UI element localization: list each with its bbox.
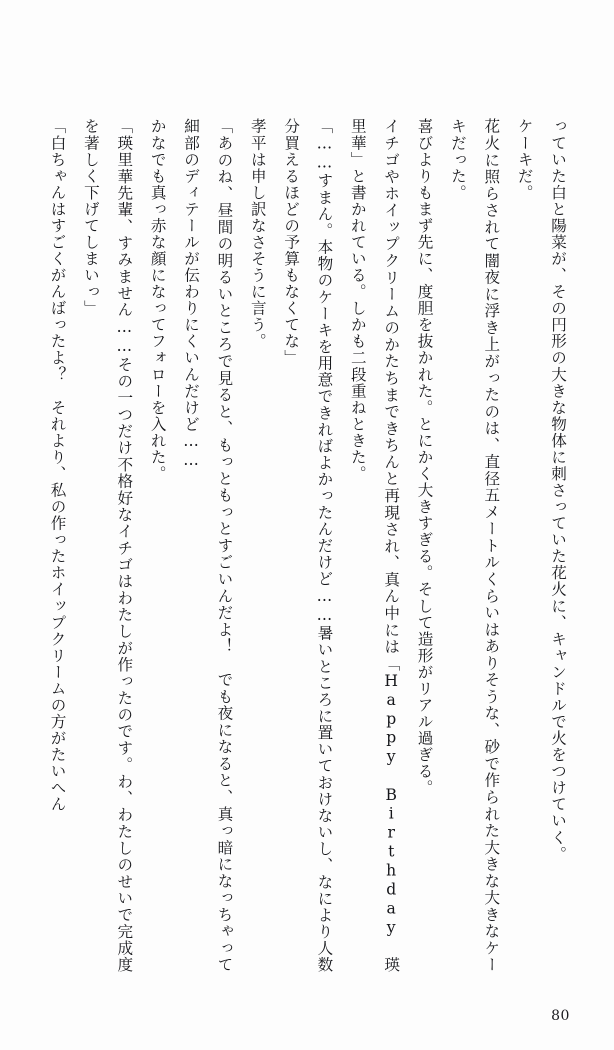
paragraph: 「……すまん。本物のケーキを用意できればよかったんだけど……暑いところに置いておけないし、なにより人数分買えるほどの予算もなくてな」 [282,118,334,973]
paragraph: イチゴやホイップクリームのかたちまできちんと再現され、真ん中には「Happy Birthday 瑛里華」と書かれている。しかも二段重ねときた。 [348,118,401,973]
paragraph: っていた白と陽菜が、その円形の大きな物体に刺さっていた花火に、キャンドルで火をつけていく。 [549,118,567,863]
page-number: 80 [551,1008,570,1024]
paragraph: 「あのね、昼間の明るいところで見ると、もっともっとすごいんだよ！ でも夜になると、真っ暗になっちゃって細部のディテールが伝わりにくいんだけど…… [182,118,234,973]
paragraph: 「白ちゃんはすごくがんばったよ？ それより、私の作ったホイップクリームの方がたいへん [48,118,67,813]
paragraph: 「瑛里華先輩、すみません……その一つだけ不格好なイチゴはわたしが作ったのです。わ、わたしのせいで完成度を著しく下げてしまいっ」 [81,118,134,973]
paragraph: 花火に照らされて闇夜に浮き上がったのは、直径五メートルくらいはありそうな、砂で作られた大きな大きなケーキだった。 [448,118,501,973]
page-body-text [40,118,574,973]
paragraph: 孝平は申し訳なさそうに言う。 [248,118,267,350]
paragraph: 喜びよりもまず先に、度胆を抜かれた。とにかく大きすぎる。そして造形がリアル過ぎる。 [415,118,434,796]
paragraph: かなでも真っ赤な顔になってフォローを入れた。 [148,118,167,482]
paragraph: ケーキだ。 [515,118,534,201]
